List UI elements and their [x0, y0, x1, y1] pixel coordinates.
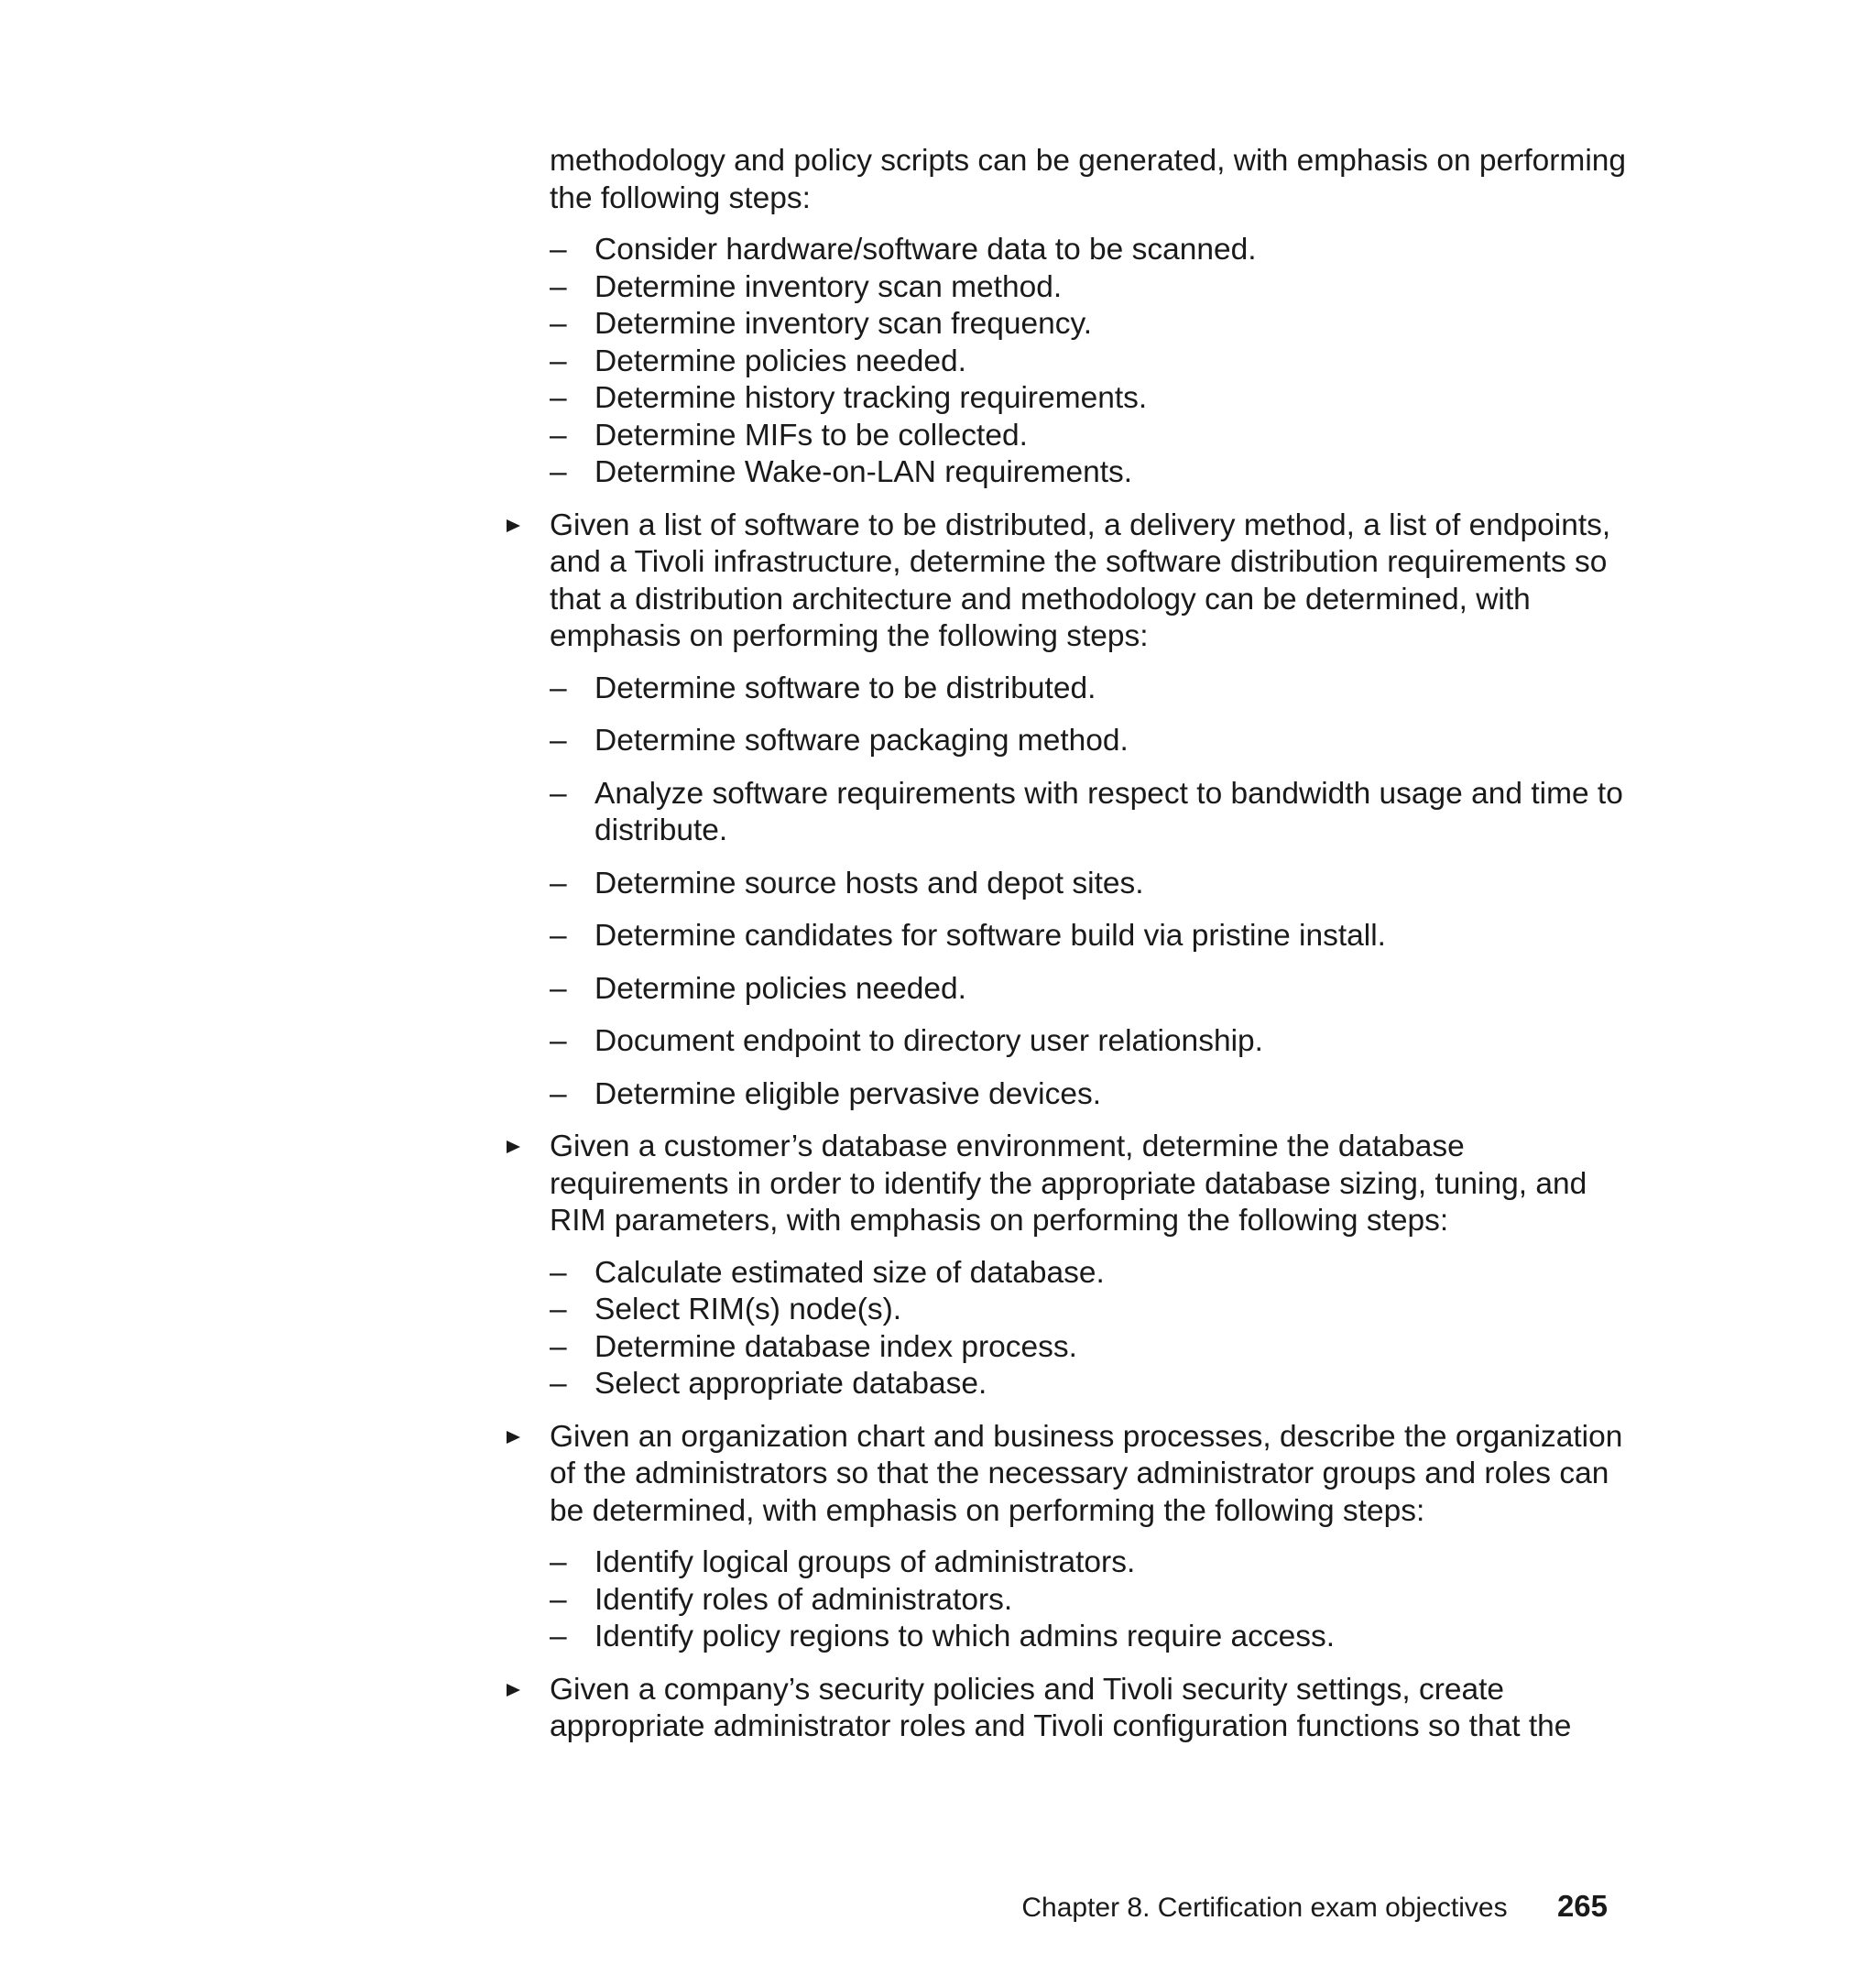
dash-marker: –: [550, 418, 567, 453]
list-item: – Determine Wake-on-LAN requirements.: [550, 454, 1631, 492]
dash-marker: –: [550, 307, 567, 341]
list-item: – Determine source hosts and depot sites.: [550, 866, 1631, 903]
dash-marker: –: [550, 1545, 567, 1579]
list-item: – Select appropriate database.: [550, 1366, 1631, 1403]
list-item: – Determine history tracking requirements.: [550, 380, 1631, 418]
objective-text: Given a list of software to be distributed, a delivery method, a list of endpoints, and a Tivoli infrastructure, determine the software distribution requirements so that a distribution architecture and methodology can be determined, with emphasis on performing the following steps:: [550, 507, 1611, 653]
objective-text: Given a company’s security policies and Tivoli security settings, create appropriate administrator roles and Tivoli configuration functions so that the: [550, 1672, 1572, 1743]
chapter-title: Chapter 8. Certification exam objectives: [1021, 1893, 1508, 1923]
triangle-bullet-icon: [507, 519, 520, 532]
dash-marker: –: [550, 1024, 567, 1058]
list-item: – Calculate estimated size of database.: [550, 1255, 1631, 1293]
dash-marker: –: [550, 455, 567, 489]
page-footer: [1021, 1890, 1608, 1925]
dash-marker: –: [550, 1582, 567, 1617]
intro-step-list: [550, 232, 1631, 492]
list-item: – Determine policies needed.: [550, 971, 1631, 1009]
dash-marker: –: [550, 1329, 567, 1364]
dash-marker: –: [550, 971, 567, 1006]
dash-marker: –: [550, 724, 567, 758]
list-item: – Identify roles of administrators.: [550, 1582, 1631, 1620]
dash-marker: –: [550, 919, 567, 953]
dash-marker: –: [550, 1076, 567, 1111]
objective-software-distribution: [550, 507, 1631, 1114]
dash-marker: –: [550, 776, 567, 811]
dash-marker: –: [550, 1620, 567, 1653]
list-item: – Document endpoint to directory user relationship.: [550, 1023, 1631, 1061]
list-item: – Determine eligible pervasive devices.: [550, 1076, 1631, 1114]
list-item: – Select RIM(s) node(s).: [550, 1292, 1631, 1329]
page-number: 265: [1556, 1889, 1608, 1923]
objective-security: [550, 1672, 1631, 1746]
objective-database: [550, 1129, 1631, 1403]
dash-marker: –: [550, 866, 567, 900]
objective-step-list: [550, 1255, 1631, 1403]
dash-marker: –: [550, 269, 567, 304]
intro-paragraph: methodology and policy scripts can be generated, with emphasis on performing the following steps:: [550, 144, 1627, 215]
list-item: – Determine MIFs to be collected.: [550, 418, 1631, 455]
dash-marker: –: [550, 1367, 567, 1401]
list-item: – Determine policies needed.: [550, 344, 1631, 381]
objective-step-list: [550, 1544, 1631, 1656]
triangle-bullet-icon: [507, 1684, 520, 1697]
list-item: – Identify policy regions to which admins require access.: [550, 1619, 1631, 1656]
list-item: – Consider hardware/software data to be scanned.: [550, 232, 1631, 269]
dash-marker: –: [550, 344, 567, 378]
triangle-bullet-icon: [507, 1431, 520, 1444]
dash-marker: –: [550, 1255, 567, 1290]
list-item: – Identify logical groups of administrators.: [550, 1544, 1631, 1582]
page-body: [550, 143, 1631, 1746]
list-item: – Determine inventory scan frequency.: [550, 306, 1631, 344]
dash-marker: –: [550, 381, 567, 415]
triangle-bullet-icon: [507, 1140, 520, 1153]
list-item: – Determine software to be distributed.: [550, 671, 1631, 708]
dash-marker: –: [550, 671, 567, 705]
list-item: – Determine database index process.: [550, 1329, 1631, 1367]
objective-text: Given an organization chart and business processes, describe the organization of the administrators so that the necessary administrator groups and roles can be determined, with emphasis on performing the following steps:: [550, 1419, 1623, 1528]
list-item: – Analyze software requirements with respect to bandwidth usage and time to distribute.: [550, 776, 1623, 847]
dash-marker: –: [550, 233, 567, 267]
objective-text: Given a customer’s database environment, determine the database requirements in order to identify the appropriate database sizing, tuning, and RIM parameters, with emphasis on performing the following steps:: [550, 1129, 1587, 1238]
objective-step-list: [550, 671, 1631, 1114]
dash-marker: –: [550, 1293, 567, 1326]
objective-administrators: [550, 1419, 1631, 1656]
list-item: – Determine software packaging method.: [550, 723, 1631, 760]
list-item: – Determine candidates for software build via pristine install.: [550, 918, 1631, 955]
list-item: – Determine inventory scan method.: [550, 269, 1631, 307]
